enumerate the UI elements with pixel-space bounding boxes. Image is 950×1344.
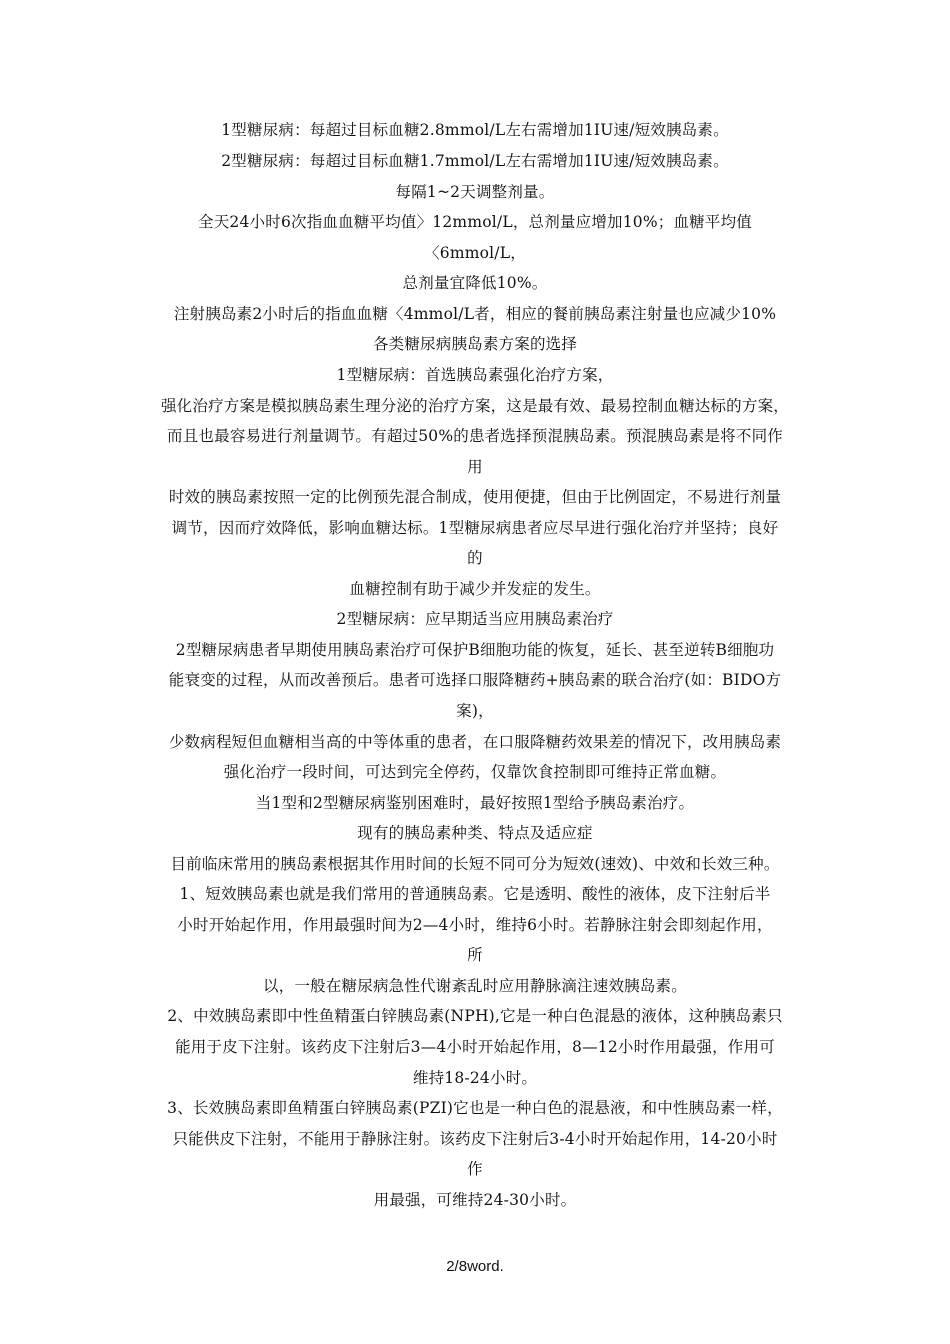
text-line: 2型糖尿病患者早期使用胰岛素治疗可保护B细胞功能的恢复，延长、甚至逆转B细胞功	[175, 641, 775, 659]
text-line: 血糖控制有助于减少并发症的发生。	[349, 580, 601, 598]
text-line: 作	[467, 1160, 483, 1178]
text-line: 每隔1~2天调整剂量。	[395, 183, 555, 201]
section-heading: 现有的胰岛素种类、特点及适应症	[357, 824, 593, 842]
text-line: 1型糖尿病：每超过目标血糖2.8mmol/L左右需增加1IU速/短效胰岛素。	[221, 121, 729, 139]
text-line: 所	[467, 946, 483, 964]
text-line: 能衰变的过程，从而改善预后。患者可选择口服降糖药+胰岛素的联合治疗(如：BIDO方	[168, 671, 782, 689]
text-line: 2、中效胰岛素即中性鱼精蛋白锌胰岛素(NPH),它是一种白色混悬的液体，这种胰岛素只	[167, 1007, 783, 1025]
text-line: 1型糖尿病：首选胰岛素强化治疗方案，	[336, 366, 614, 384]
text-line: 全天24小时6次指血血糖平均值〉12mmol/L，总剂量应增加10%；血糖平均值	[198, 213, 752, 231]
text-line: 能用于皮下注射。该药皮下注射后3—4小时开始起作用，8—12小时作用最强，作用可	[175, 1038, 775, 1056]
text-line: 目前临床常用的胰岛素根据其作用时间的长短不同可分为短效(速效)、中效和长效三种。	[170, 855, 780, 873]
text-line: 时效的胰岛素按照一定的比例预先混合制成，使用便捷，但由于比例固定，不易进行剂量	[168, 488, 782, 506]
text-line: 用最强，可维持24-30小时。	[373, 1191, 577, 1209]
text-line: 用	[467, 458, 483, 476]
page-number-footer: 2/8word.	[446, 1258, 504, 1275]
text-line: 案)，	[456, 702, 494, 720]
text-line: 小时开始起作用，作用最强时间为2—4小时，维持6小时。若静脉注射会即刻起作用，	[177, 916, 773, 934]
text-line: 维持18-24小时。	[412, 1069, 538, 1087]
text-line: 总剂量宜降低10%。	[402, 274, 548, 292]
text-line: 强化治疗方案是模拟胰岛素生理分泌的治疗方案，这是最有效、最易控制血糖达标的方案，	[160, 397, 789, 415]
text-line: 1、短效胰岛素也就是我们常用的普通胰岛素。它是透明、酸性的液体，皮下注射后半	[179, 885, 771, 903]
text-line: 只能供皮下注射，不能用于静脉注射。该药皮下注射后3-4小时开始起作用，14-20小时	[172, 1130, 778, 1148]
section-heading: 各类糖尿病胰岛素方案的选择	[372, 335, 578, 353]
text-line: 强化治疗一段时间，可达到完全停药，仅靠饮食控制即可维持正常血糖。	[223, 763, 727, 781]
text-line: 而且也最容易进行剂量调节。有超过50%的患者选择预混胰岛素。预混胰岛素是将不同作	[167, 427, 783, 445]
text-line: 以，一般在糖尿病急性代谢紊乱时应用静脉滴注速效胰岛素。	[263, 977, 687, 995]
text-line: 少数病程短但血糖相当高的中等体重的患者，在口服降糖药效果差的情况下，改用胰岛素	[168, 733, 782, 751]
text-line: 2型糖尿病：应早期适当应用胰岛素治疗	[336, 610, 614, 628]
text-line: 调节，因而疗效降低，影响血糖达标。1型糖尿病患者应尽早进行强化治疗并坚持；良好	[171, 519, 779, 537]
text-line: 注射胰岛素2小时后的指血血糖〈4mmol/L者，相应的餐前胰岛素注射量也应减少10%	[173, 305, 777, 323]
text-line: 〈6mmol/L，	[424, 244, 526, 262]
text-line: 当1型和2型糖尿病鉴别困难时，最好按照1型给予胰岛素治疗。	[255, 794, 695, 812]
text-line: 2型糖尿病：每超过目标血糖1.7mmol/L左右需增加1IU速/短效胰岛素。	[221, 152, 729, 170]
text-line: 的	[467, 549, 483, 567]
text-line: 3、长效胰岛素即鱼精蛋白锌胰岛素(PZI)它也是一种白色的混悬液，和中性胰岛素一样，	[167, 1099, 783, 1117]
